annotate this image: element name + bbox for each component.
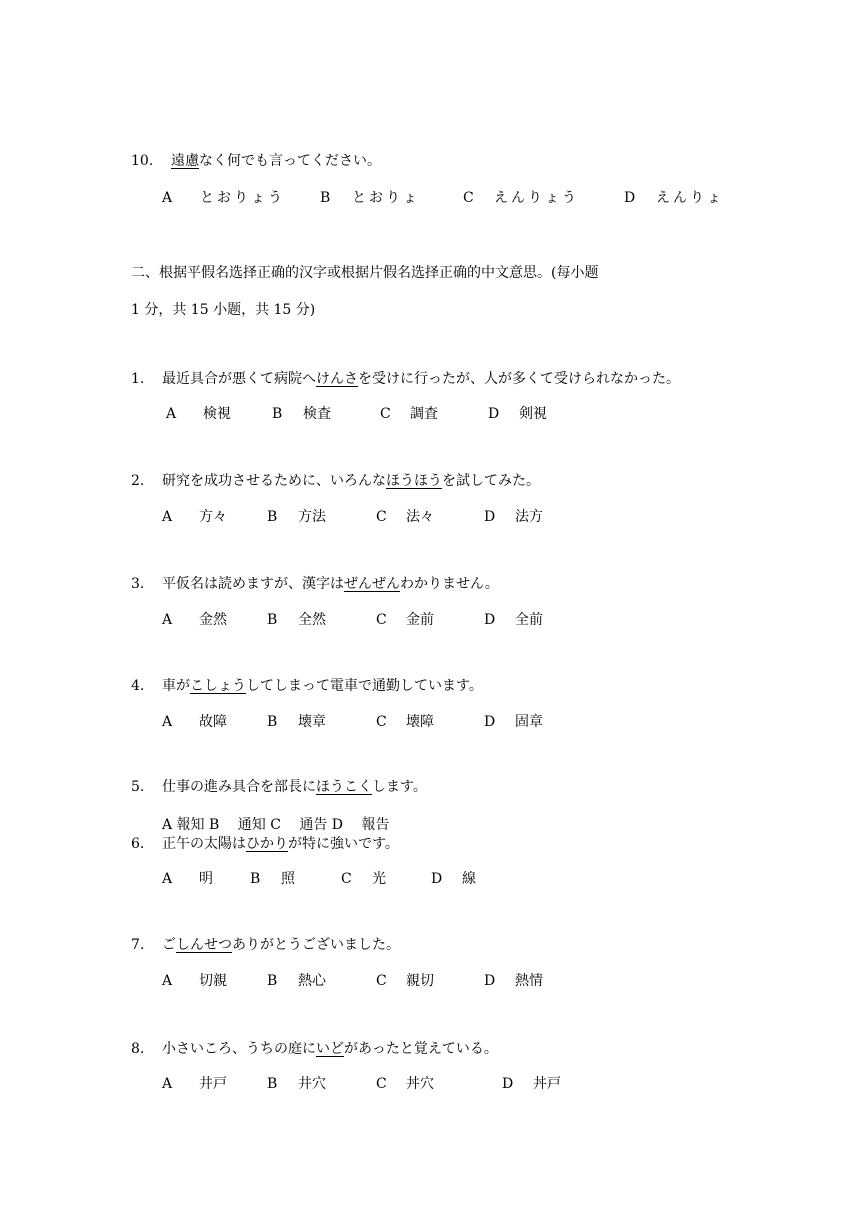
question-underlined: 遠慮 (171, 153, 199, 169)
option-c-text: 調査 (410, 406, 438, 422)
question-text-post: してしまって電車で通勤しています。 (246, 678, 483, 694)
question-underlined: ほうほう (386, 473, 442, 489)
option-d: D (484, 612, 496, 628)
option-letter: B (320, 190, 331, 206)
question-text-pre: 正午の太陽は (162, 836, 246, 852)
question-10 (131, 152, 381, 170)
option-a: A (162, 1076, 173, 1092)
option-a-text: 検視 (203, 406, 231, 422)
option-d-text: 熱情 (515, 973, 543, 989)
question-number: 1. (131, 371, 145, 387)
question-number: 5. (131, 779, 145, 795)
option-c: C (376, 714, 387, 730)
option-c: C (341, 871, 352, 887)
option-c-text: 親切 (406, 973, 434, 989)
option-b-text: 全然 (298, 612, 326, 628)
option-c: C (376, 509, 387, 525)
question-underlined: けんさ (316, 371, 358, 387)
option-c-text: 光 (372, 871, 386, 887)
question-text-post: を受けに行ったが、人が多くて受けられなかった。 (358, 371, 680, 387)
option-d: D (488, 406, 500, 422)
question-text-pre: 研究を成功させるために、いろんな (162, 473, 386, 489)
section-heading-line1: 二、根据平假名选择正确的汉字或根据片假名选择正确的中文意思。(每小题 (131, 265, 599, 281)
option-b-text: 照 (281, 871, 295, 887)
question-4 (131, 677, 483, 695)
option-b: B (267, 509, 278, 525)
option-d-text: 線 (462, 871, 476, 887)
section-heading-line2: 1 分，共 15 小题，共 15 分) (131, 302, 316, 318)
question-text-post: します。 (372, 779, 427, 795)
question-number: 7. (131, 937, 145, 953)
option-a: A (162, 509, 173, 525)
question-text-post: なく何でも言ってください。 (199, 153, 381, 169)
option-d: D (484, 509, 496, 525)
option-b: B (267, 714, 278, 730)
option-d-text: 法方 (515, 509, 543, 525)
option-d-text: 剣視 (519, 406, 547, 422)
option-c: C (376, 973, 387, 989)
option-b-text: 壊章 (298, 714, 326, 730)
question-text-pre: 最近具合が悪くて病院へ (162, 371, 316, 387)
option-d-text: えんりょ (656, 190, 724, 206)
option-a-text: 方々 (199, 509, 227, 525)
question-underlined: ぜんぜん (344, 576, 400, 592)
question-8 (131, 1040, 498, 1058)
option-a-text: 切親 (199, 973, 227, 989)
option-b-text: 検査 (303, 406, 331, 422)
option-a-text: 金然 (199, 612, 227, 628)
option-b: B (250, 871, 261, 887)
option-b-text: とおりょ (352, 190, 420, 206)
option-c-text: えんりょう (494, 190, 579, 206)
question-3 (131, 575, 499, 593)
question-text-pre: 仕事の進み具合を部長に (162, 779, 316, 795)
option-a-text: 明 (199, 871, 213, 887)
option-c: C (376, 1076, 387, 1092)
option-b-text: 井穴 (298, 1076, 326, 1092)
option-letter: A (162, 190, 173, 206)
option-a-text: 故障 (199, 714, 227, 730)
option-b: B (267, 1076, 278, 1092)
option-b: B (272, 406, 283, 422)
option-b-text: 熱心 (298, 973, 326, 989)
question-text-pre: 平仮名は読めますが、漢字は (162, 576, 344, 592)
option-c: C (376, 612, 387, 628)
question-text-post: を試してみた。 (442, 473, 540, 489)
option-c-text: 壊障 (406, 714, 434, 730)
option-b: B (267, 612, 278, 628)
question-text-pre: 車が (162, 678, 190, 694)
question-1 (131, 370, 680, 388)
option-a-text: とおりょう (200, 190, 285, 206)
question-number: 10. (131, 153, 154, 169)
option-a: A (162, 973, 173, 989)
options-inline: A 報知 B 通知 C 通告 D 報告 (162, 817, 390, 833)
option-d: D (431, 871, 443, 887)
question-number: 8. (131, 1041, 145, 1057)
question-underlined: しんせつ (176, 937, 232, 953)
option-letter: D (624, 190, 636, 206)
question-text-pre: 小さいころ、うちの庭に (162, 1041, 316, 1057)
option-a: A (162, 612, 173, 628)
option-a: A (162, 714, 173, 730)
question-text-pre: ご (162, 937, 176, 953)
option-d: D (484, 714, 496, 730)
option-letter: C (463, 190, 474, 206)
question-underlined: こしょう (190, 678, 246, 694)
question-text-post: わかりません。 (400, 576, 499, 592)
question-underlined: ほうこく (316, 779, 372, 795)
question-7 (131, 936, 400, 954)
option-d-text: 丼戸 (533, 1076, 561, 1092)
option-b: B (267, 973, 278, 989)
option-a (162, 189, 172, 207)
question-number: 6. (131, 836, 145, 852)
option-c-text: 金前 (406, 612, 434, 628)
question-text-post: ありがとうございました。 (232, 937, 400, 953)
question-text-post: があったと覚えている。 (344, 1041, 498, 1057)
question-underlined: いど (316, 1041, 344, 1057)
option-d (624, 189, 635, 207)
option-d: D (484, 973, 496, 989)
option-d: D (502, 1076, 514, 1092)
question-text-post: が特に強いです。 (288, 836, 399, 852)
option-a-text: 井戸 (199, 1076, 227, 1092)
option-c-text: 丼穴 (406, 1076, 434, 1092)
question-number: 4. (131, 678, 145, 694)
option-c (463, 189, 474, 207)
option-d-text: 固章 (515, 714, 543, 730)
option-a: A (166, 406, 177, 422)
option-d-text: 全前 (515, 612, 543, 628)
question-number: 2. (131, 473, 145, 489)
option-a: A (162, 871, 173, 887)
question-6 (131, 835, 399, 853)
option-c-text: 法々 (406, 509, 434, 525)
option-c: C (380, 406, 391, 422)
question-underlined: ひかり (246, 836, 288, 852)
option-b (320, 189, 330, 207)
option-b-text: 方法 (298, 509, 326, 525)
question-number: 3. (131, 576, 145, 592)
question-2 (131, 472, 540, 490)
question-5 (131, 778, 427, 796)
